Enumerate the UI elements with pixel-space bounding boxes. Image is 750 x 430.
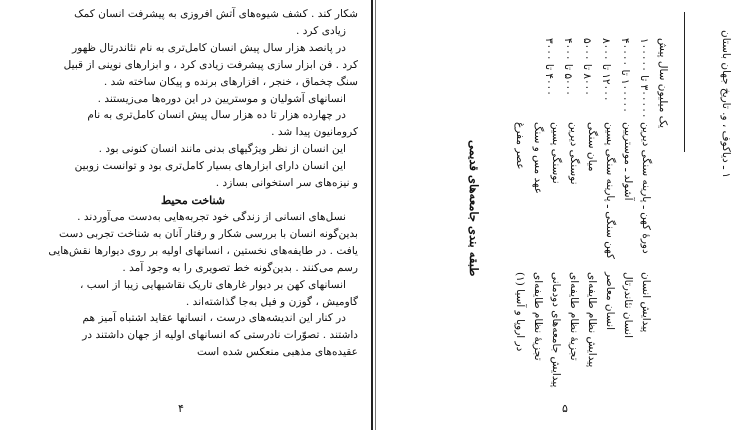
society-cell: پیدایش نظام طایفه‌ای <box>586 272 598 368</box>
body-line: کرومانیون پیدا شد . <box>271 126 358 139</box>
body-line: این انسان از نظر ویژگیهای بدنی مانند انسان کنونی بود . <box>98 143 346 156</box>
period-cell: دورهٔ کهن ـ پارینه سنگی دیرین <box>640 122 652 254</box>
body-line: زیادی کرد . <box>295 24 346 37</box>
body-line: سنگ چخماق ، خنجر ، افزارهای برنده و پیکان ساخته شد . <box>103 75 358 88</box>
society-cell: تجزیهٔ نظام طایفه‌ای <box>568 272 580 361</box>
date-cell: ۳۰۰۰۰۰ تا ۱۰۰۰۰۰ <box>638 38 650 119</box>
body-line: در پانصد هزار سال پیش انسان کامل‌تری به نام نئاندرتال ظهور <box>72 41 346 54</box>
body-line: بدین‌گونه انسان با بررسی شکار و رفتار آنان به شناخت تجربی دست <box>59 227 358 240</box>
period-cell: کهن سنگی ـ پارینه سنگی پسین <box>604 122 616 259</box>
footnote-rule <box>684 12 685 152</box>
page-number-right: ۵ <box>562 402 568 415</box>
body-line: یافت . در طایفه‌های نخستین ، انسانهای اولیه بر روی دیوارها نقش‌هایی <box>48 244 358 257</box>
date-cell: ۸۰۰۰ تا ۵۰۰۰ <box>581 38 593 96</box>
date-cell: ۴۰۰۰ تا ۳۰۰۰ <box>543 38 555 96</box>
body-line: انسانهای کهن بر دیوار غارهای تاریک نقاشیهایی زیبا از اسب ، <box>80 278 346 291</box>
left-page <box>0 0 370 430</box>
period-cell: عصر مفرغ <box>514 122 526 170</box>
date-cell: ۱۰۰۰۰۰ تا ۴۰۰۰۰ <box>619 38 631 113</box>
society-cell: پیدایش جامعه‌های دودمانی <box>550 272 562 388</box>
body-line: رسم می‌کنند . بدین‌گونه خط تصویری را به وجود آمد . <box>122 261 358 274</box>
society-cell: تجزیهٔ نظام طایفه‌ای <box>532 272 544 361</box>
society-cell: انسان نئاندرتال <box>622 272 634 338</box>
body-line: این انسان دارای ابزارهای بسیار کامل‌تری بود و توانست زوبین <box>74 160 346 173</box>
date-cell: یک میلیون سال پیش <box>657 38 669 129</box>
period-cell: میان سنگی <box>586 122 598 172</box>
body-line: در کنار این اندیشه‌های درست ، انسانها عقاید اشتباه آمیز هم <box>82 312 346 325</box>
gutter-line <box>371 0 373 430</box>
body-line: نسل‌های انسانی از زندگی خود تجربه‌هایی به‌دست می‌آوردند . <box>77 210 346 223</box>
left-page-body <box>28 6 358 361</box>
body-line: انسانهای آشولیان و موستریین در این دوره‌ها می‌زیستند . <box>97 92 346 105</box>
body-line: در چهارده هزار تا ده هزار سال پیش انسان کامل‌تری به نام <box>87 109 346 122</box>
period-cell: عهد مس و سنگ <box>532 122 544 195</box>
period-cell: نوسنگی پسین <box>550 122 562 184</box>
body-line: شکار کند . کشف شیوه‌های آتش افروزی به پیشرفت انسان کمک <box>74 8 358 20</box>
date-cell: ۵۰۰۰ تا ۴۰۰۰ <box>562 38 574 96</box>
page-number-left: ۴ <box>178 402 184 415</box>
society-cell: انسان معاصر <box>604 272 616 331</box>
period-cell: نوسنگی دیرین <box>568 122 580 185</box>
table-title: طبقه بندی جامعه‌های قدیمی <box>467 140 481 277</box>
body-line: گاومیش ، گوزن و فیل به‌جا گذاشته‌اند . <box>185 295 358 308</box>
society-cell: پیدایش انسان <box>640 272 652 333</box>
body-line: داشتند . تصوّرات نادرستی که انسانهای اولیه از جهان داشتند در <box>82 329 358 342</box>
right-page <box>376 0 750 430</box>
body-line: کرد . فن ابزار سازی پیشرفت زیادی کرد ، و ابزارهای نوینی از قبیل <box>63 58 358 71</box>
body-line: و نیزه‌های سر استخوانی بسازد . <box>215 177 358 190</box>
section-heading: شناخت محیط <box>160 193 226 207</box>
footnote: ۱ ـ دیاکوف ، و. تاریخ جهان باستان <box>720 30 732 179</box>
date-cell: ۱۲۰۰۰ تا ۸۰۰۰ <box>600 38 612 102</box>
society-cell: در اروپا و آسیا (۱) <box>514 272 526 352</box>
period-cell: آشولد ـ موستریین <box>622 122 634 201</box>
body-line: عقیده‌های مذهبی منعکس شده است <box>197 346 358 359</box>
